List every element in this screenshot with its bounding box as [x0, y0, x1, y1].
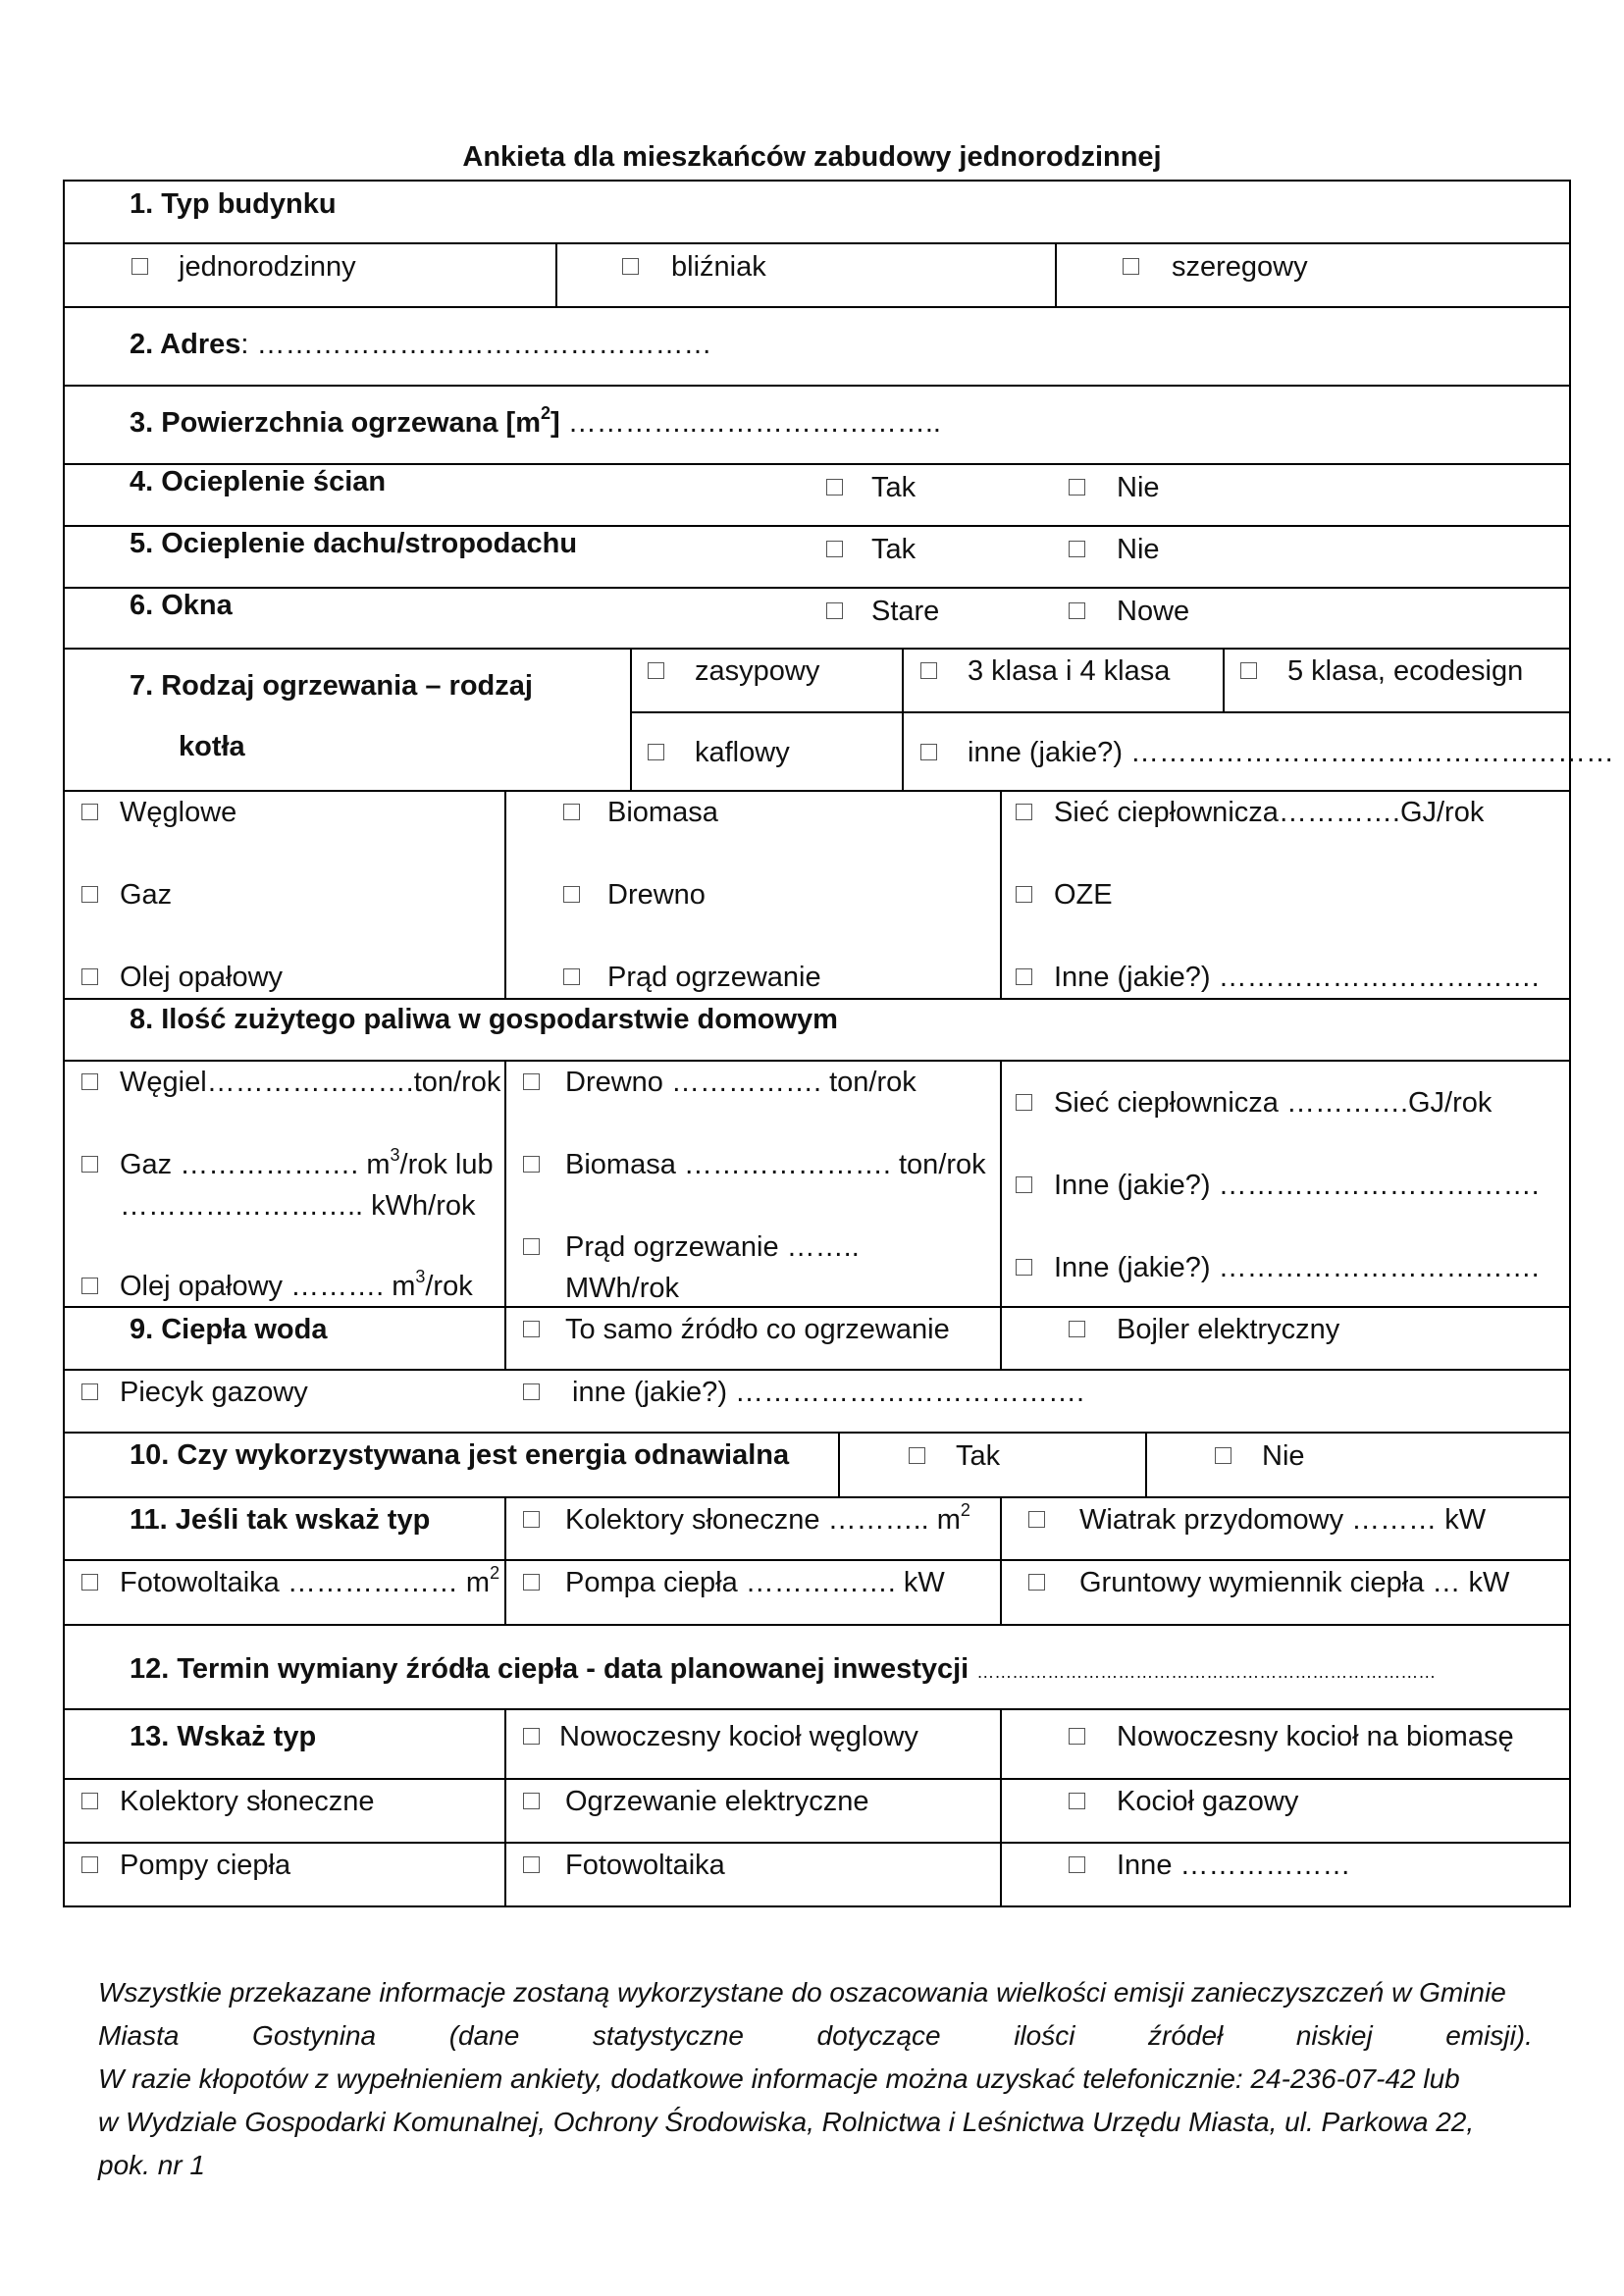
label-end: ] [550, 407, 560, 439]
footer-note [98, 1971, 1533, 2187]
row-divider [65, 1306, 1569, 1308]
option-label: Nie [1262, 1440, 1305, 1472]
footer-line-justified [98, 2014, 1533, 2058]
option-label: szeregowy [1172, 251, 1308, 283]
option-label: jednorodzinny [179, 251, 356, 283]
row-divider [65, 1778, 1569, 1780]
option-label: Ogrzewanie elektryczne [565, 1786, 869, 1817]
area-row[interactable] [130, 403, 941, 439]
option-label: Tak [871, 472, 917, 503]
checkbox-weglowe[interactable] [81, 804, 98, 820]
checkbox-gaz-qty[interactable] [81, 1156, 98, 1173]
checkbox-inne-qty-1[interactable] [1016, 1176, 1032, 1193]
checkbox-szeregowy[interactable] [1123, 258, 1139, 275]
section-8-label: 8. Ilość zużytego paliwa w gospodarstwie domowym [130, 1004, 838, 1035]
word: (dane [448, 2020, 520, 2051]
row-divider [65, 587, 1569, 589]
row-divider [65, 242, 1569, 244]
option-label: MWh/rok [565, 1273, 679, 1304]
checkbox-klasa-3-4[interactable] [920, 662, 937, 679]
footer-line: pok. nr 1 [98, 2150, 205, 2180]
row-divider [65, 463, 1569, 465]
option-label: Inne ……………… [1117, 1850, 1351, 1881]
section-9-label: 9. Ciepła woda [130, 1314, 328, 1345]
option-label: Inne (jakie?) ……………………………. [1054, 1170, 1540, 1201]
section-13-label: 13. Wskaż typ [130, 1721, 317, 1752]
row-divider [65, 525, 1569, 527]
row-divider [65, 385, 1569, 387]
option-label [120, 1145, 494, 1180]
footer-line: W razie kłopotów z wypełnieniem ankiety, dodatkowe informacje można uzyskać telefonicznie: 24-236-07-42 lub [98, 2063, 1460, 2094]
word: niskiej [1295, 2020, 1373, 2051]
section-7-label-cont: kotła [179, 731, 245, 762]
checkbox-fotowoltaika-new[interactable] [523, 1856, 540, 1873]
checkbox-prad[interactable] [563, 968, 580, 985]
section-6-label: 6. Okna [130, 590, 233, 621]
checkbox-jednorodzinny[interactable] [131, 258, 148, 275]
option-label: Pompa ciepła ……………. kW [565, 1567, 945, 1598]
checkbox-roof-no[interactable] [1069, 541, 1085, 557]
row-divider [65, 1559, 1569, 1561]
option-label: Olej opałowy [120, 962, 284, 993]
footer-line: Wszystkie przekazane informacje zostaną wykorzystane do oszacowania wielkości emisji zanieczyszczeń w Gminie [98, 1977, 1506, 2008]
checkbox-zasypowy[interactable] [648, 662, 664, 679]
superscript: 3 [390, 1145, 400, 1166]
option-label [120, 1267, 473, 1302]
text: Olej opałowy ………. m [120, 1271, 416, 1302]
section-1-label: 1. Typ budynku [130, 188, 337, 220]
checkbox-blizniak[interactable] [622, 258, 639, 275]
text: /rok lub [399, 1149, 494, 1180]
checkbox-kaflowy[interactable] [648, 744, 664, 760]
footer-line: w Wydziale Gospodarki Komunalnej, Ochrony Środowiska, Rolnictwa i Leśnictwa Urzędu Miasta, ul. Parkowa 22, [98, 2107, 1475, 2137]
row-divider [630, 711, 1569, 713]
option-label: Węglowe [120, 797, 237, 828]
section-10-label: 10. Czy wykorzystywana jest energia odnawialna [130, 1439, 790, 1471]
checkbox-klasa-5[interactable] [1240, 662, 1257, 679]
date-field[interactable]: …………………………………………………………………… [976, 1662, 1437, 1682]
section-2-label: 2. Adres [130, 329, 241, 360]
checkbox-olej[interactable] [81, 968, 98, 985]
col-divider [902, 648, 904, 790]
checkbox-drewno[interactable] [563, 886, 580, 903]
col-divider [1145, 1432, 1147, 1496]
checkbox-pompa[interactable] [523, 1574, 540, 1591]
checkbox-wall-no[interactable] [1069, 479, 1085, 496]
col-divider [630, 648, 632, 790]
row-divider [65, 1624, 1569, 1626]
checkbox-renewable-yes[interactable] [909, 1447, 925, 1464]
checkbox-kociol-weglowy[interactable] [523, 1728, 540, 1745]
option-label: Węgiel………………….ton/rok [120, 1067, 501, 1098]
checkbox-fotowoltaika[interactable] [81, 1574, 98, 1591]
col-divider [1000, 1496, 1002, 1624]
checkbox-drewno-qty[interactable] [523, 1073, 540, 1090]
checkbox-same-source[interactable] [523, 1321, 540, 1337]
superscript: 2 [541, 403, 551, 424]
option-label: Tak [871, 534, 917, 565]
checkbox-kolektory[interactable] [523, 1511, 540, 1528]
option-label: Inne (jakie?) ……………………………. [1054, 1252, 1540, 1283]
option-label: Inne (jakie?) ……………………………. [1054, 962, 1540, 993]
text: /rok [425, 1271, 473, 1302]
word: emisji). [1445, 2020, 1533, 2051]
option-label: zasypowy [695, 655, 820, 687]
word: dotyczące [816, 2020, 941, 2051]
option-label: Fotowoltaika [565, 1850, 725, 1881]
option-label: Prąd ogrzewanie …….. [565, 1231, 860, 1263]
option-label: To samo źródło co ogrzewanie [565, 1314, 950, 1345]
col-divider [504, 790, 506, 998]
option-label [565, 1500, 970, 1536]
checkbox-ogrzewanie-elektryczne[interactable] [523, 1793, 540, 1809]
row-divider [65, 1369, 1569, 1371]
row-divider [65, 998, 1569, 1000]
checkbox-kociol-biomasa[interactable] [1069, 1728, 1085, 1745]
checkbox-windows-new[interactable] [1069, 602, 1085, 619]
col-divider [555, 242, 557, 306]
checkbox-inne[interactable] [1016, 968, 1032, 985]
section-4-label: 4. Ocieplenie ścian [130, 466, 387, 497]
col-divider [838, 1432, 840, 1496]
option-label: Kocioł gazowy [1117, 1786, 1299, 1817]
superscript: 2 [490, 1563, 500, 1584]
col-divider [1000, 1060, 1002, 1369]
col-divider [1223, 648, 1225, 711]
option-label: 3 klasa i 4 klasa [968, 655, 1171, 687]
word: Miasta [98, 2020, 180, 2051]
superscript: 2 [960, 1500, 970, 1521]
word: statystyczne [592, 2020, 744, 2051]
superscript: 3 [415, 1267, 426, 1287]
col-divider [1000, 1708, 1002, 1905]
section-7-label: 7. Rodzaj ogrzewania – rodzaj [130, 670, 533, 702]
option-label: Sieć ciepłownicza ………….GJ/rok [1054, 1087, 1493, 1119]
checkbox-inne-qty-2[interactable] [1016, 1259, 1032, 1276]
checkbox-oze[interactable] [1016, 886, 1032, 903]
option-label: Stare [871, 596, 940, 627]
option-label: Piecyk gazowy [120, 1377, 308, 1408]
option-label: bliźniak [671, 251, 766, 283]
checkbox-olej-qty[interactable] [81, 1278, 98, 1294]
row-divider [65, 1432, 1569, 1434]
text: Gaz ………………. m [120, 1149, 391, 1180]
page-title: Ankieta dla mieszkańców zabudowy jednorodzinnej [462, 141, 1162, 173]
col-divider [504, 1708, 506, 1905]
option-label: Gaz [120, 879, 173, 911]
checkbox-biomasa-qty[interactable] [523, 1156, 540, 1173]
checkbox-piecyk[interactable] [81, 1383, 98, 1400]
text: Kolektory słoneczne ……….. m [565, 1504, 961, 1536]
option-label: …………………….. kWh/rok [120, 1190, 476, 1222]
option-label: inne (jakie?) …………………………………………… [968, 737, 1615, 768]
option-label: Prąd ogrzewanie [607, 962, 821, 993]
row-divider [65, 1842, 1569, 1844]
checkbox-gaz[interactable] [81, 886, 98, 903]
option-label: Biomasa …………………. ton/rok [565, 1149, 986, 1180]
option-label: Bojler elektryczny [1117, 1314, 1340, 1345]
option-label: Biomasa [607, 797, 718, 828]
col-divider [1000, 790, 1002, 998]
checkbox-windows-old[interactable] [826, 602, 843, 619]
option-label [120, 1563, 500, 1598]
option-label: Nie [1117, 472, 1160, 503]
checkbox-gruntowy[interactable] [1028, 1574, 1045, 1591]
checkbox-kolektory-new[interactable] [81, 1793, 98, 1809]
checkbox-roof-yes[interactable] [826, 541, 843, 557]
checkbox-prad-qty[interactable] [523, 1238, 540, 1255]
option-label: Drewno [607, 879, 706, 911]
checkbox-boiler-other[interactable] [920, 744, 937, 760]
checkbox-wegiel-qty[interactable] [81, 1073, 98, 1090]
row-divider [65, 790, 1569, 792]
checkbox-biomasa[interactable] [563, 804, 580, 820]
section-11-label: 11. Jeśli tak wskaż typ [130, 1504, 431, 1536]
section-12-label: 12. Termin wymiany źródła ciepła - data planowanej inwestycji [130, 1653, 969, 1685]
option-label: Wiatrak przydomowy ……… kW [1079, 1504, 1487, 1536]
col-divider [504, 1060, 506, 1369]
col-divider [504, 1496, 506, 1624]
checkbox-kociol-gazowy[interactable] [1069, 1793, 1085, 1809]
option-label: Nowoczesny kocioł węglowy [559, 1721, 918, 1752]
col-divider [1055, 242, 1057, 306]
option-label: Drewno ……………. ton/rok [565, 1067, 917, 1098]
option-label: kaflowy [695, 737, 790, 768]
option-label: Nie [1117, 534, 1160, 565]
row-divider [65, 1060, 1569, 1062]
word: ilości [1014, 2020, 1075, 2051]
option-label: Sieć ciepłownicza………….GJ/rok [1054, 797, 1485, 828]
option-label: inne (jakie?) ………………………………. [572, 1377, 1085, 1408]
option-label: Nowoczesny kocioł na biomasę [1117, 1721, 1514, 1752]
option-label: Pompy ciepła [120, 1850, 291, 1881]
checkbox-inne-new[interactable] [1069, 1856, 1085, 1873]
checkbox-siec[interactable] [1016, 804, 1032, 820]
option-label: Tak [956, 1440, 1001, 1472]
section-5-label: 5. Ocieplenie dachu/stropodachu [130, 528, 578, 559]
option-label: Gruntowy wymiennik ciepła … kW [1079, 1567, 1510, 1598]
row-divider [65, 648, 1569, 650]
option-label: OZE [1054, 879, 1113, 911]
word: Gostynina [252, 2020, 377, 2051]
checkbox-wall-yes[interactable] [826, 479, 843, 496]
row-divider [65, 1708, 1569, 1710]
option-label: Kolektory słoneczne [120, 1786, 375, 1817]
checkbox-pompy[interactable] [81, 1856, 98, 1873]
word: źródeł [1148, 2020, 1224, 2051]
checkbox-water-other[interactable] [523, 1383, 540, 1400]
section-3-label: 3. Powierzchnia ogrzewana [m [130, 407, 541, 439]
address-field[interactable]: : ………………………………………… [240, 329, 712, 360]
area-field[interactable]: …………..…………………….. [567, 407, 941, 439]
survey-form [63, 180, 1615, 1907]
address-row[interactable] [130, 331, 712, 359]
checkbox-renewable-no[interactable] [1215, 1447, 1231, 1464]
text: Fotowoltaika ……………… m [120, 1567, 491, 1598]
row-divider [65, 1496, 1569, 1498]
checkbox-wiatrak[interactable] [1028, 1511, 1045, 1528]
checkbox-bojler[interactable] [1069, 1321, 1085, 1337]
checkbox-siec-qty[interactable] [1016, 1094, 1032, 1111]
option-label: 5 klasa, ecodesign [1287, 655, 1524, 687]
option-label: Nowe [1117, 596, 1190, 627]
section-12-row[interactable] [130, 1655, 1436, 1684]
row-divider [65, 306, 1569, 308]
